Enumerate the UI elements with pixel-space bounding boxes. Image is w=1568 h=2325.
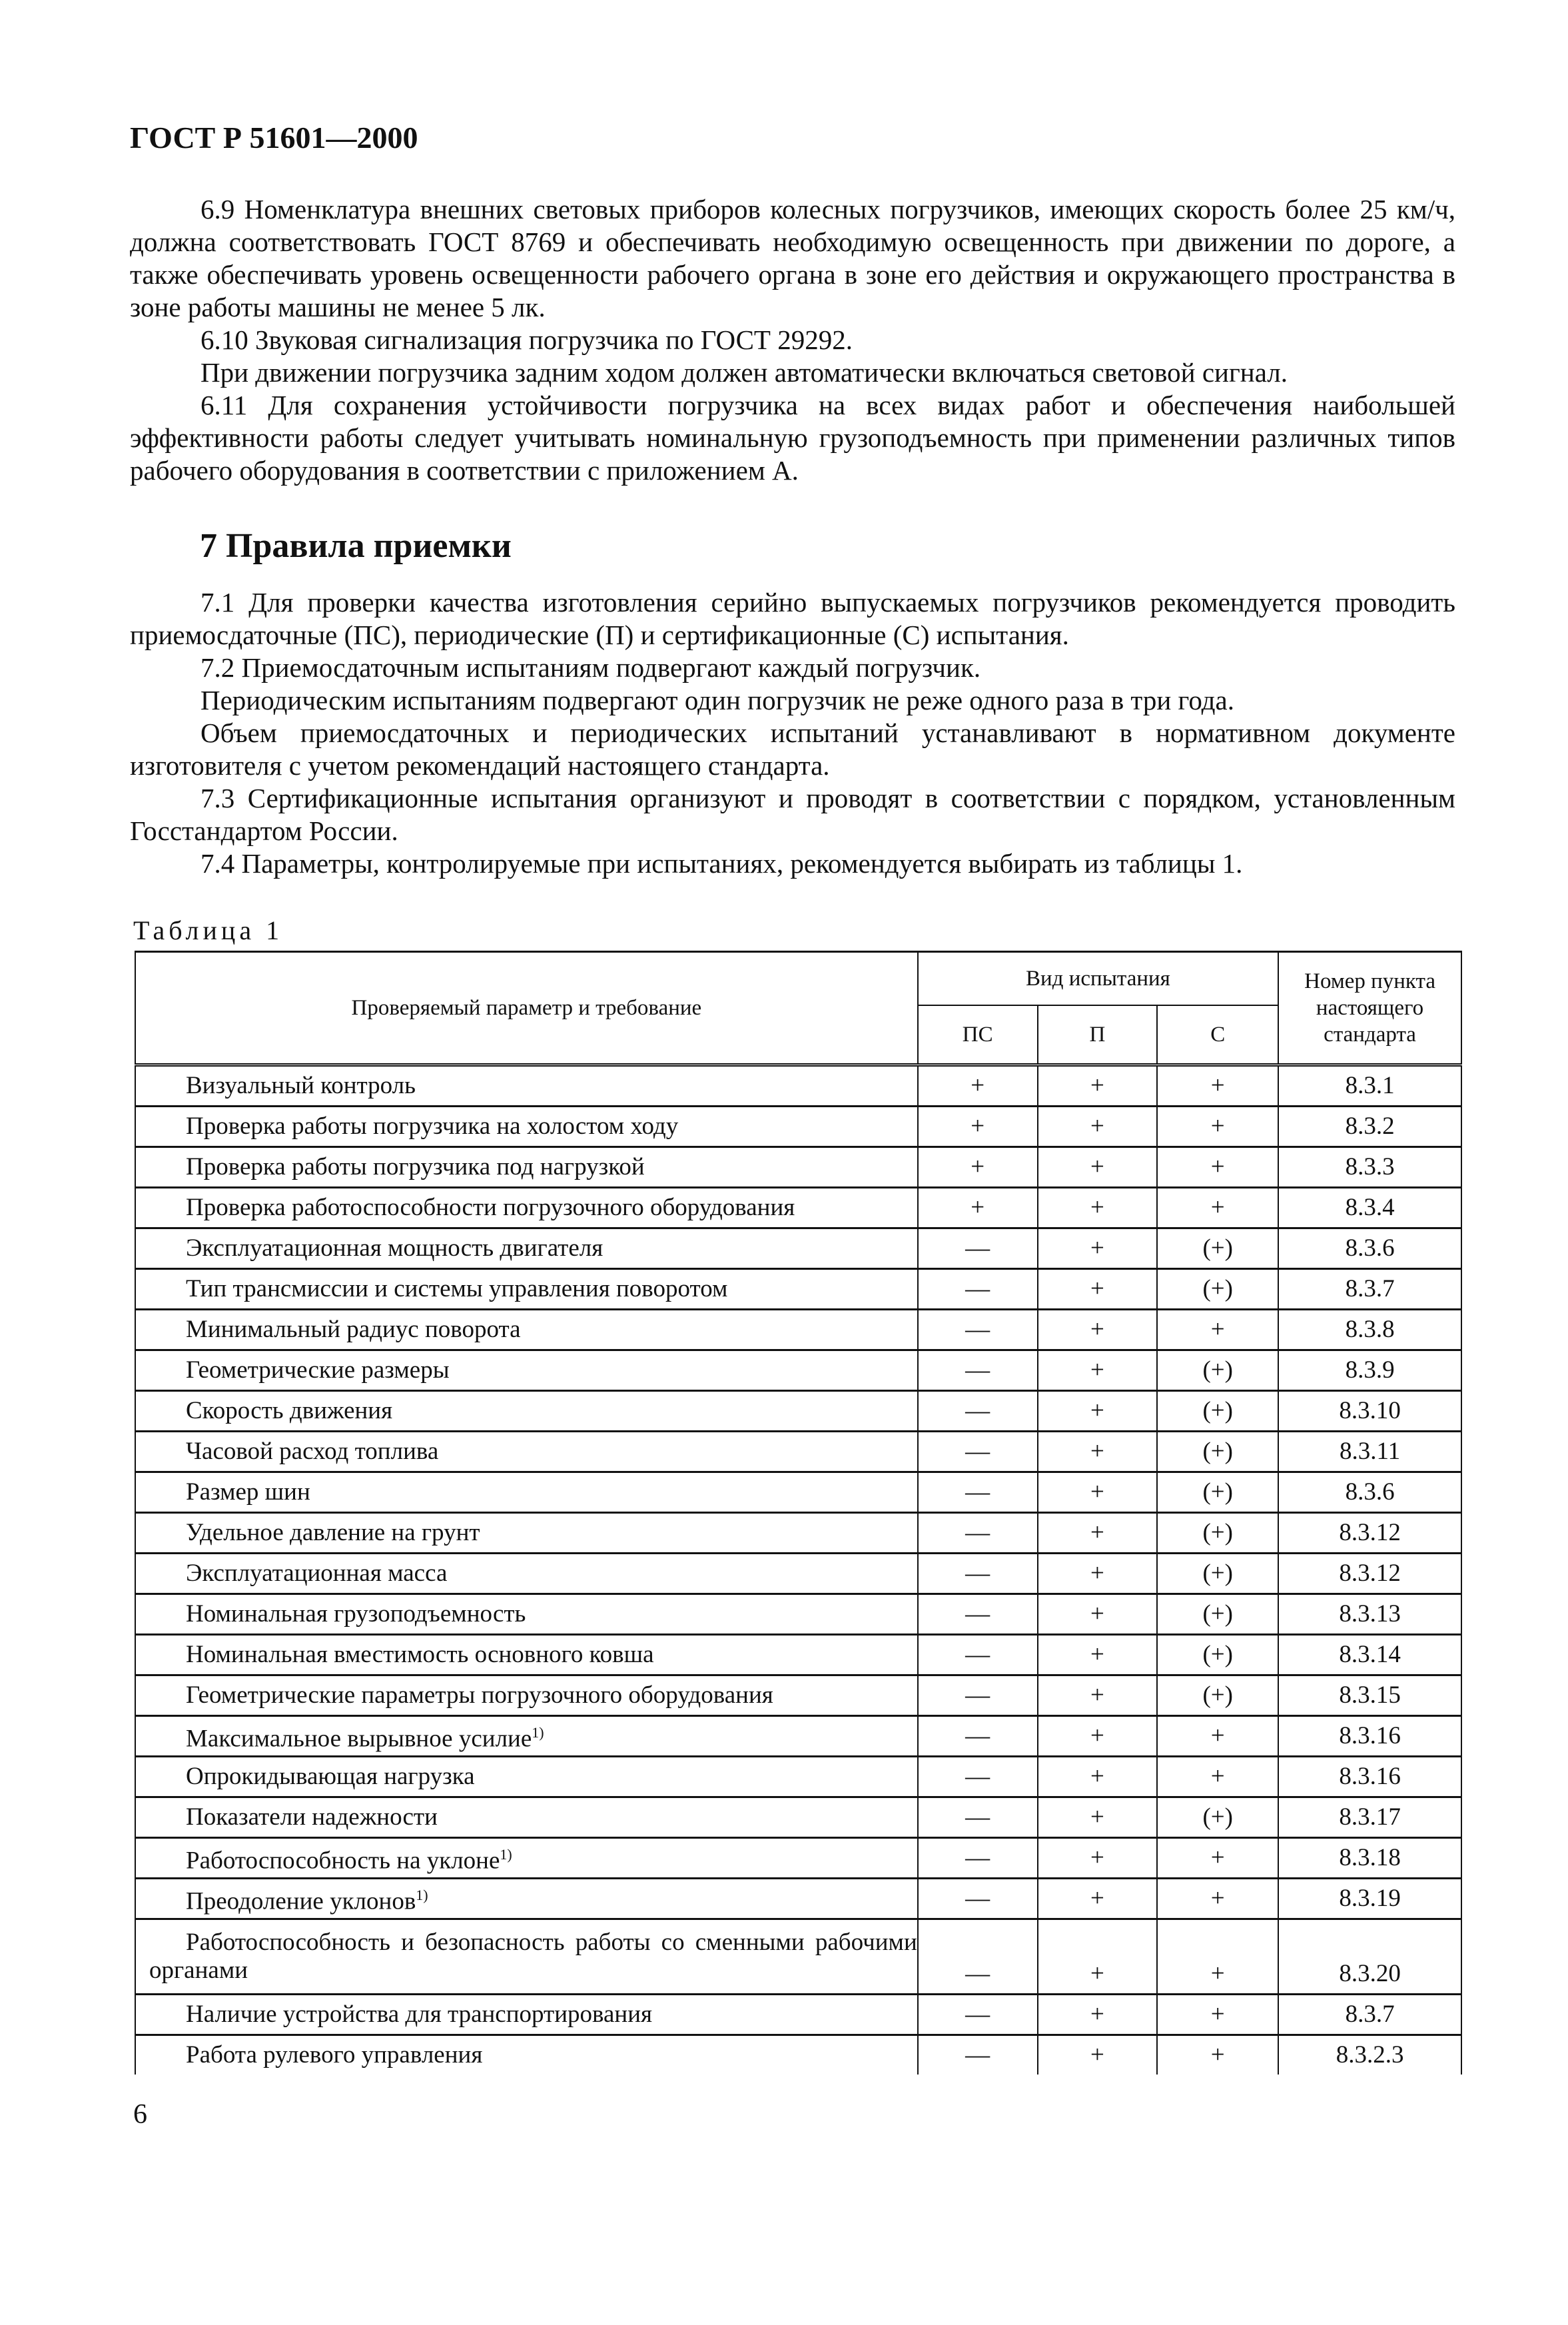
- cell-param: Геометрические размеры: [135, 1350, 918, 1391]
- document-header: ГОСТ Р 51601—2000: [130, 121, 418, 155]
- table-row: [135, 1594, 1461, 1635]
- table-row: [135, 1269, 1461, 1310]
- cell-clause: 8.3.2: [1278, 1107, 1461, 1147]
- table-caption: Таблица 1: [133, 915, 284, 945]
- cell-p: +: [1038, 1432, 1158, 1472]
- footnote-marker: 1): [500, 1846, 512, 1863]
- paragraph-7-2-b: Периодическим испытаниям подвергают один погрузчик не реже одного раза в три года.: [200, 685, 1234, 715]
- cell-clause: 8.3.6: [1278, 1228, 1461, 1269]
- cell-s: (+): [1157, 1269, 1278, 1310]
- cell-param: Преодоление уклонов$^{1)}$: [135, 1879, 918, 1919]
- table-row: [135, 1350, 1461, 1391]
- cell-p: +: [1038, 2035, 1158, 2075]
- cell-ps: +: [918, 1107, 1038, 1147]
- test-parameters-table: [135, 951, 1462, 2075]
- cell-ps: —: [918, 1350, 1038, 1391]
- cell-ps: —: [918, 1228, 1038, 1269]
- cell-ps: —: [918, 1716, 1038, 1757]
- cell-s: +: [1157, 1995, 1278, 2035]
- cell-param: Размер шин: [135, 1472, 918, 1513]
- cell-s: +: [1157, 1107, 1278, 1147]
- cell-ps: —: [918, 1838, 1038, 1879]
- cell-p: +: [1038, 1838, 1158, 1879]
- table-row: [135, 1879, 1461, 1919]
- paragraph-7-2-c: Объем приемосдаточных и периодических испытаний устанавливают в нормативном документе изготовителя с учетом рекомендаций настоящего стандарта.: [130, 717, 1455, 781]
- cell-p: +: [1038, 1107, 1158, 1147]
- cell-ps: +: [918, 1065, 1038, 1107]
- table-row: [135, 1107, 1461, 1147]
- table-row: [135, 2035, 1461, 2075]
- cell-clause: 8.3.12: [1278, 1513, 1461, 1554]
- cell-param: Эксплуатационная масса: [135, 1554, 918, 1594]
- cell-s: +: [1157, 1716, 1278, 1757]
- table-row: [135, 1635, 1461, 1675]
- cell-param: Проверка работы погрузчика на холостом ходу: [135, 1107, 918, 1147]
- cell-p: +: [1038, 1228, 1158, 1269]
- cell-ps: +: [918, 1188, 1038, 1228]
- cell-clause: 8.3.9: [1278, 1350, 1461, 1391]
- cell-p: +: [1038, 1188, 1158, 1228]
- table-row: [135, 1838, 1461, 1879]
- cell-clause: 8.3.6: [1278, 1472, 1461, 1513]
- cell-ps: —: [918, 1797, 1038, 1838]
- cell-s: +: [1157, 1188, 1278, 1228]
- cell-ps: —: [918, 1513, 1038, 1554]
- table-row: [135, 1188, 1461, 1228]
- cell-s: +: [1157, 2035, 1278, 2075]
- table-row: [135, 1065, 1461, 1107]
- cell-p: +: [1038, 1797, 1158, 1838]
- cell-clause: 8.3.16: [1278, 1757, 1461, 1797]
- cell-clause: 8.3.10: [1278, 1391, 1461, 1432]
- cell-clause: 8.3.7: [1278, 1995, 1461, 2035]
- cell-clause: 8.3.15: [1278, 1675, 1461, 1716]
- cell-p: +: [1038, 1879, 1158, 1919]
- header-ps: ПС: [918, 1005, 1038, 1065]
- header-test-type: Вид испытания: [918, 952, 1278, 1005]
- cell-ps: —: [918, 1391, 1038, 1432]
- cell-param: Номинальная вместимость основного ковша: [135, 1635, 918, 1675]
- cell-p: +: [1038, 1391, 1158, 1432]
- cell-param: Тип трансмиссии и системы управления поворотом: [135, 1269, 918, 1310]
- cell-s: (+): [1157, 1594, 1278, 1635]
- cell-param: Часовой расход топлива: [135, 1432, 918, 1472]
- cell-param: Номинальная грузоподъемность: [135, 1594, 918, 1635]
- cell-ps: —: [918, 1310, 1038, 1350]
- cell-p: +: [1038, 1513, 1158, 1554]
- cell-param: Минимальный радиус поворота: [135, 1310, 918, 1350]
- cell-s: (+): [1157, 1797, 1278, 1838]
- table-row: [135, 1757, 1461, 1797]
- cell-p: +: [1038, 1065, 1158, 1107]
- table-row: [135, 1513, 1461, 1554]
- cell-p: +: [1038, 1310, 1158, 1350]
- table-row: [135, 1675, 1461, 1716]
- cell-clause: 8.3.14: [1278, 1635, 1461, 1675]
- cell-s: (+): [1157, 1391, 1278, 1432]
- cell-param: Проверка работоспособности погрузочного оборудования: [135, 1188, 918, 1228]
- cell-p: +: [1038, 1995, 1158, 2035]
- cell-clause: 8.3.3: [1278, 1147, 1461, 1188]
- cell-clause: 8.3.13: [1278, 1594, 1461, 1635]
- cell-s: +: [1157, 1919, 1278, 1995]
- cell-ps: —: [918, 1675, 1038, 1716]
- header-clause: Номер пункта настоящего стандарта: [1278, 952, 1461, 1065]
- cell-s: +: [1157, 1065, 1278, 1107]
- cell-s: (+): [1157, 1350, 1278, 1391]
- paragraph-6-10: 6.10 Звуковая сигнализация погрузчика по ГОСТ 29292.: [200, 324, 853, 355]
- cell-param: Скорость движения: [135, 1391, 918, 1432]
- cell-param: Опрокидывающая нагрузка: [135, 1757, 918, 1797]
- cell-param: Проверка работы погрузчика под нагрузкой: [135, 1147, 918, 1188]
- cell-p: +: [1038, 1269, 1158, 1310]
- cell-ps: —: [918, 1269, 1038, 1310]
- cell-p: +: [1038, 1919, 1158, 1995]
- table-row: [135, 1147, 1461, 1188]
- paragraph-6-11: 6.11 Для сохранения устойчивости погрузчика на всех видах работ и обеспечения наибольшей эффективности работы следует учитывать номинальную грузоподъемность при применении различных типов рабочего оборудования в соответствии с приложением А.: [130, 390, 1455, 486]
- cell-s: +: [1157, 1757, 1278, 1797]
- cell-s: (+): [1157, 1513, 1278, 1554]
- cell-param: Показатели надежности: [135, 1797, 918, 1838]
- cell-ps: —: [918, 2035, 1038, 2075]
- paragraph-6-9: 6.9 Номенклатура внешних световых приборов колесных погрузчиков, имеющих скорость более 25 км/ч, должна соответствовать ГОСТ 8769 и обеспечивать необходимую освещенность при движении по дороге, а также обеспечивать уровень освещенности рабочего органа в зоне его действия и окружающего пространства в зоне работы машины не менее 5 лк.: [130, 194, 1455, 322]
- cell-clause: 8.3.4: [1278, 1188, 1461, 1228]
- table-row: [135, 1228, 1461, 1269]
- cell-ps: +: [918, 1147, 1038, 1188]
- table-row: [135, 1797, 1461, 1838]
- cell-clause: 8.3.11: [1278, 1432, 1461, 1472]
- cell-param: Эксплуатационная мощность двигателя: [135, 1228, 918, 1269]
- cell-s: (+): [1157, 1554, 1278, 1594]
- cell-p: +: [1038, 1716, 1158, 1757]
- cell-ps: —: [918, 1554, 1038, 1594]
- paragraph-6-10-b: При движении погрузчика задним ходом должен автоматически включаться световой сигнал.: [200, 357, 1288, 388]
- cell-s: +: [1157, 1147, 1278, 1188]
- cell-p: +: [1038, 1594, 1158, 1635]
- table-row: [135, 1472, 1461, 1513]
- section-6-text: [130, 193, 1455, 487]
- table-row: [135, 1391, 1461, 1432]
- cell-s: +: [1157, 1838, 1278, 1879]
- cell-ps: —: [918, 1919, 1038, 1995]
- table-row: [135, 1310, 1461, 1350]
- cell-param: Геометрические параметры погрузочного оборудования: [135, 1675, 918, 1716]
- cell-s: (+): [1157, 1675, 1278, 1716]
- table-row: [135, 1995, 1461, 2035]
- cell-ps: —: [918, 1995, 1038, 2035]
- cell-clause: 8.3.18: [1278, 1838, 1461, 1879]
- cell-clause: 8.3.19: [1278, 1879, 1461, 1919]
- paragraph-7-4: 7.4 Параметры, контролируемые при испытаниях, рекомендуется выбирать из таблицы 1.: [200, 848, 1243, 879]
- cell-s: (+): [1157, 1228, 1278, 1269]
- cell-param: Работоспособность на уклоне$^{1)}$: [135, 1838, 918, 1879]
- page-number: 6: [133, 2099, 147, 2130]
- cell-param: Удельное давление на грунт: [135, 1513, 918, 1554]
- footnote-marker: 1): [416, 1887, 428, 1904]
- table-row: [135, 1432, 1461, 1472]
- cell-p: +: [1038, 1554, 1158, 1594]
- cell-clause: 8.3.7: [1278, 1269, 1461, 1310]
- cell-ps: —: [918, 1879, 1038, 1919]
- cell-s: (+): [1157, 1635, 1278, 1675]
- cell-p: +: [1038, 1635, 1158, 1675]
- table-row: [135, 1919, 1461, 1995]
- cell-ps: —: [918, 1432, 1038, 1472]
- paragraph-7-1: 7.1 Для проверки качества изготовления серийно выпускаемых погрузчиков рекомендуется проводить приемосдаточные (ПС), периодические (П) и сертификационные (С) испытания.: [130, 587, 1455, 650]
- cell-p: +: [1038, 1675, 1158, 1716]
- cell-param: Максимальное вырывное усилие$^{1)}$: [135, 1716, 918, 1757]
- cell-p: +: [1038, 1472, 1158, 1513]
- cell-ps: —: [918, 1635, 1038, 1675]
- cell-p: +: [1038, 1147, 1158, 1188]
- table-row: [135, 1554, 1461, 1594]
- footnote-marker: 1): [532, 1724, 544, 1741]
- header-p: П: [1038, 1005, 1158, 1065]
- cell-clause: 8.3.1: [1278, 1065, 1461, 1107]
- paragraph-7-3: 7.3 Сертификационные испытания организуют и проводят в соответствии с порядком, установленным Госстандартом России.: [130, 783, 1455, 846]
- cell-clause: 8.3.20: [1278, 1919, 1461, 1995]
- header-s: С: [1157, 1005, 1278, 1065]
- cell-clause: 8.3.12: [1278, 1554, 1461, 1594]
- cell-s: +: [1157, 1879, 1278, 1919]
- cell-ps: —: [918, 1472, 1038, 1513]
- cell-p: +: [1038, 1757, 1158, 1797]
- header-param: Проверяемый параметр и требование: [135, 952, 918, 1065]
- cell-p: +: [1038, 1350, 1158, 1391]
- cell-s: (+): [1157, 1432, 1278, 1472]
- cell-s: +: [1157, 1310, 1278, 1350]
- cell-clause: 8.3.2.3: [1278, 2035, 1461, 2075]
- section-7-text: [130, 586, 1455, 880]
- cell-clause: 8.3.16: [1278, 1716, 1461, 1757]
- cell-param: Работа рулевого управления: [135, 2035, 918, 2075]
- cell-param: Наличие устройства для транспортирования: [135, 1995, 918, 2035]
- cell-param: Визуальный контроль: [135, 1065, 918, 1107]
- paragraph-7-2: 7.2 Приемосдаточным испытаниям подвергают каждый погрузчик.: [200, 652, 981, 683]
- cell-s: (+): [1157, 1472, 1278, 1513]
- cell-clause: 8.3.17: [1278, 1797, 1461, 1838]
- cell-clause: 8.3.8: [1278, 1310, 1461, 1350]
- cell-ps: —: [918, 1594, 1038, 1635]
- cell-ps: —: [918, 1757, 1038, 1797]
- table-row: [135, 1716, 1461, 1757]
- section-title: 7 Правила приемки: [200, 527, 512, 565]
- cell-param: Работоспособность и безопасность работы со сменными рабочими органами: [135, 1919, 918, 1995]
